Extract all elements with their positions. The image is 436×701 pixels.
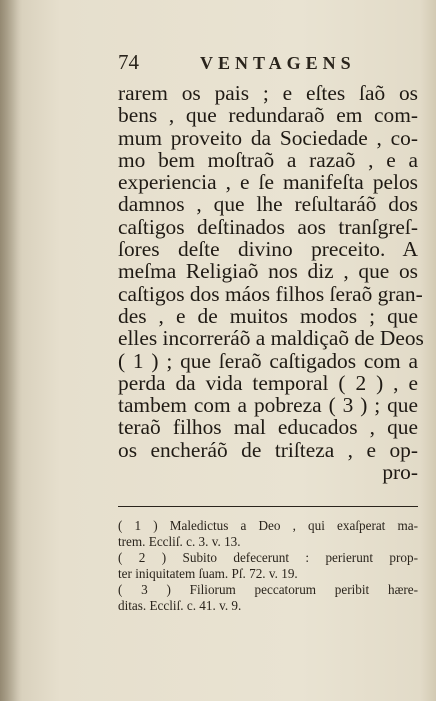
- footnote-line: ( 3 ) Filiorum peccatorum peribit hære-: [118, 582, 418, 597]
- footnote-line: ditas. Eccliſ. c. 41. v. 9.: [118, 598, 242, 613]
- text-line: damnos , que lhe reſultaráõ dos: [118, 192, 418, 217]
- footnote-line: ter iniquitatem ſuam. Pſ. 72. v. 19.: [118, 566, 298, 581]
- footnotes: [118, 518, 418, 614]
- running-title: VENTAGENS: [200, 53, 356, 73]
- text-line: tambem com a pobreza ( 3 ) ; que: [118, 393, 418, 418]
- text-line: teraõ filhos mal educados , que: [118, 415, 418, 440]
- text-line: caſtigos dos máos filhos ſeraõ gran-: [118, 281, 423, 306]
- catchword: pro-: [382, 460, 418, 485]
- text-line: meſma Religiaõ nos diz , que os: [118, 259, 418, 284]
- text-line: elles incorreráõ a maldiçaõ de Deos: [118, 326, 424, 351]
- page-header: [118, 50, 418, 80]
- text-line: ( 1 ) ; que ſeraõ caſtigados com a: [118, 348, 418, 373]
- footnote-line: trem. Eccliſ. c. 3. v. 13.: [118, 534, 241, 549]
- text-line: mo bem moſtraõ a razaõ , e a: [118, 147, 418, 172]
- text-line: bens , que redundaraõ em com-: [118, 103, 418, 128]
- text-line: caſtigos deſtinados aos tranſgreſ-: [118, 214, 418, 239]
- footnote-line: ( 1 ) Maledictus a Deo , qui exaſperat ma-: [118, 518, 418, 533]
- gutter-shadow: [0, 0, 22, 701]
- text-line: os encheráõ de triſteza , e op-: [118, 437, 418, 462]
- text-line: ſores deſte divino preceito. A: [118, 237, 418, 262]
- text-line: des , e de muitos modos ; que: [118, 303, 418, 328]
- text-line: experiencia , e ſe manifeſta pelos: [118, 170, 418, 195]
- footnote-line: ( 2 ) Subito defecerunt : perierunt prop-: [118, 550, 418, 565]
- text-line: mum proveito da Sociedade , co-: [118, 125, 418, 150]
- text-line: perda da vida temporal ( 2 ) , e: [118, 370, 418, 395]
- page-number: 74: [118, 50, 139, 74]
- body-text: [118, 81, 424, 485]
- text-line: rarem os pais ; e eſtes ſaõ os: [118, 81, 418, 105]
- footnote-rule: [118, 506, 418, 507]
